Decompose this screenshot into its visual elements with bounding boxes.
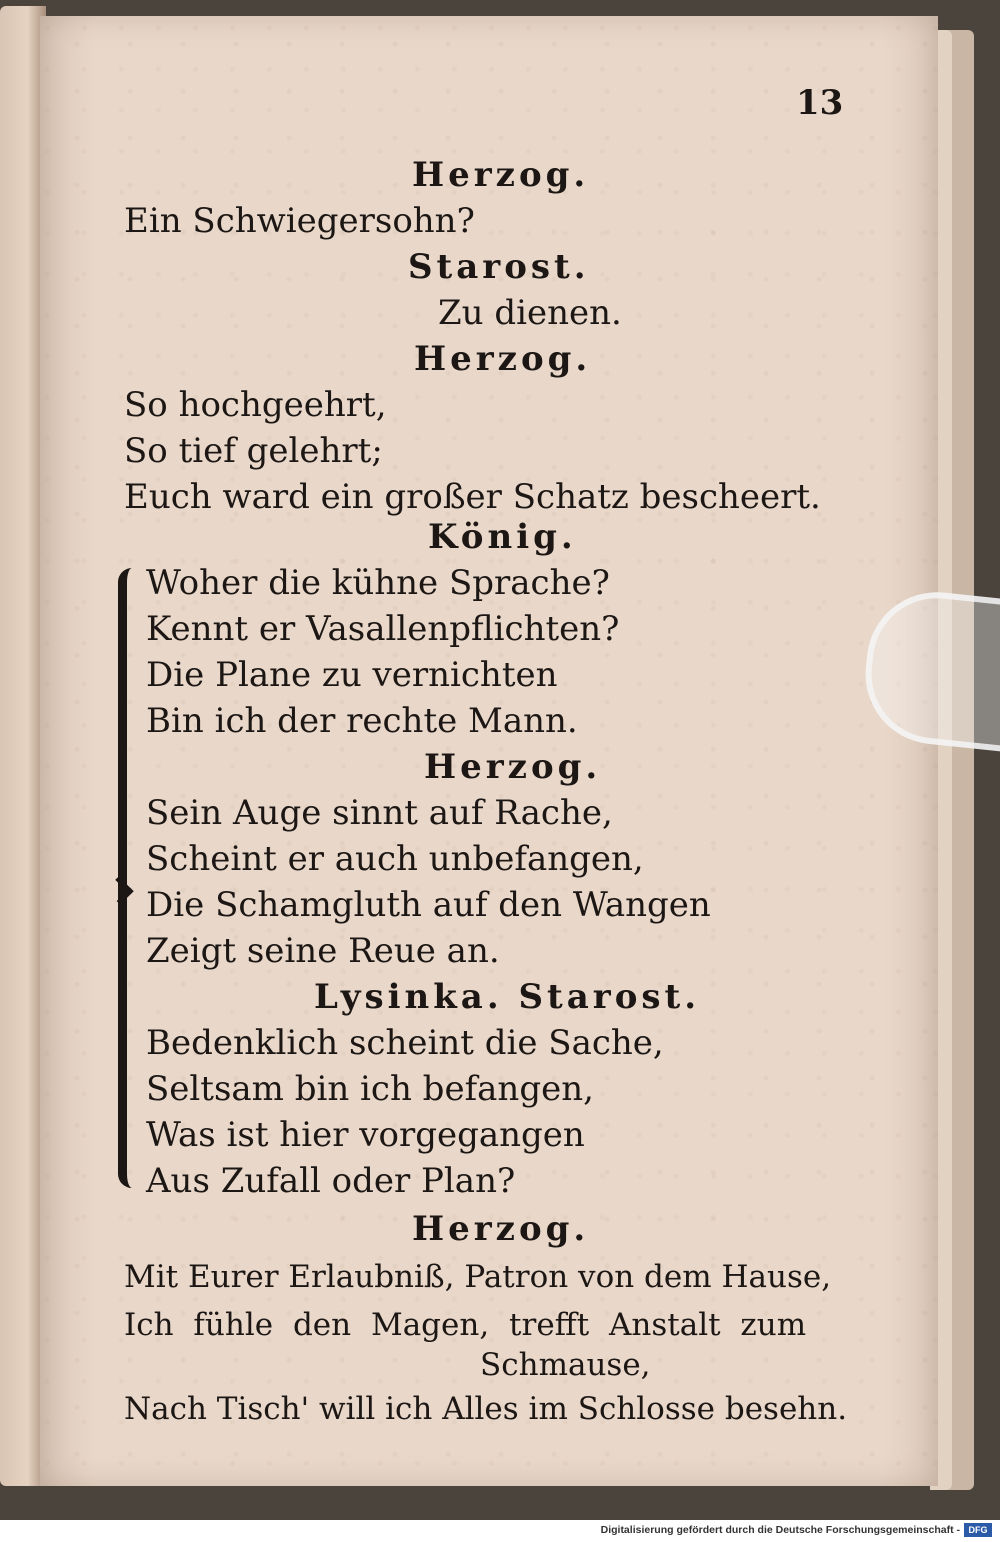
speaker-herzog: Herzog. [412,155,590,195]
speaker-herzog: Herzog. [412,1209,590,1249]
verse-line: Woher die kühne Sprache? [146,563,610,603]
verse-line: Die Plane zu vernichten [146,655,558,695]
speaker-starost: Starost. [408,247,590,287]
verse-line: Ein Schwiegersohn? [124,201,475,241]
verse-line: Zeigt seine Reue an. [146,931,500,971]
verse-line: Aus Zufall oder Plan? [146,1161,516,1201]
verse-line: Zu dienen. [438,293,622,333]
verse-line: Bedenklich scheint die Sache, [146,1023,664,1063]
speaker-lysinka-starost: Lysinka. Starost. [314,977,701,1017]
verse-line: Ich fühle den Magen, trefft Anstalt zum [124,1307,807,1343]
verse-line: Seltsam bin ich befangen, [146,1069,594,1109]
verse-line: Kennt er Vasallenpflichten? [146,609,620,649]
verse-line: Was ist hier vorgegangen [146,1115,585,1155]
verse-line: Die Schamgluth auf den Wangen [146,885,711,925]
verse-line: Sein Auge sinnt auf Rache, [146,793,613,833]
footer-bar [0,1520,1000,1542]
verse-line: So tief gelehrt; [124,431,383,471]
page-number: 13 [796,83,844,123]
verse-line: Mit Eurer Erlaubniß, Patron von dem Hause, [124,1259,832,1295]
verse-line: So hochgeehrt, [124,385,387,425]
verse-line: Bin ich der rechte Mann. [146,701,578,741]
funding-credit: Digitalisierung gefördert durch die Deutsche Forschungsgemeinschaft - [600,1524,960,1536]
verse-line: Nach Tisch' will ich Alles im Schlosse besehn. [124,1391,848,1427]
speaker-koenig: König. [428,517,577,557]
verse-line: Euch ward ein großer Schatz bescheert. [124,477,821,517]
speaker-herzog: Herzog. [424,747,602,787]
speaker-herzog: Herzog. [414,339,592,379]
verse-line: Scheint er auch unbefangen, [146,839,644,879]
dfg-logo-icon: DFG [964,1523,992,1537]
verse-line: Schmause, [480,1347,651,1383]
